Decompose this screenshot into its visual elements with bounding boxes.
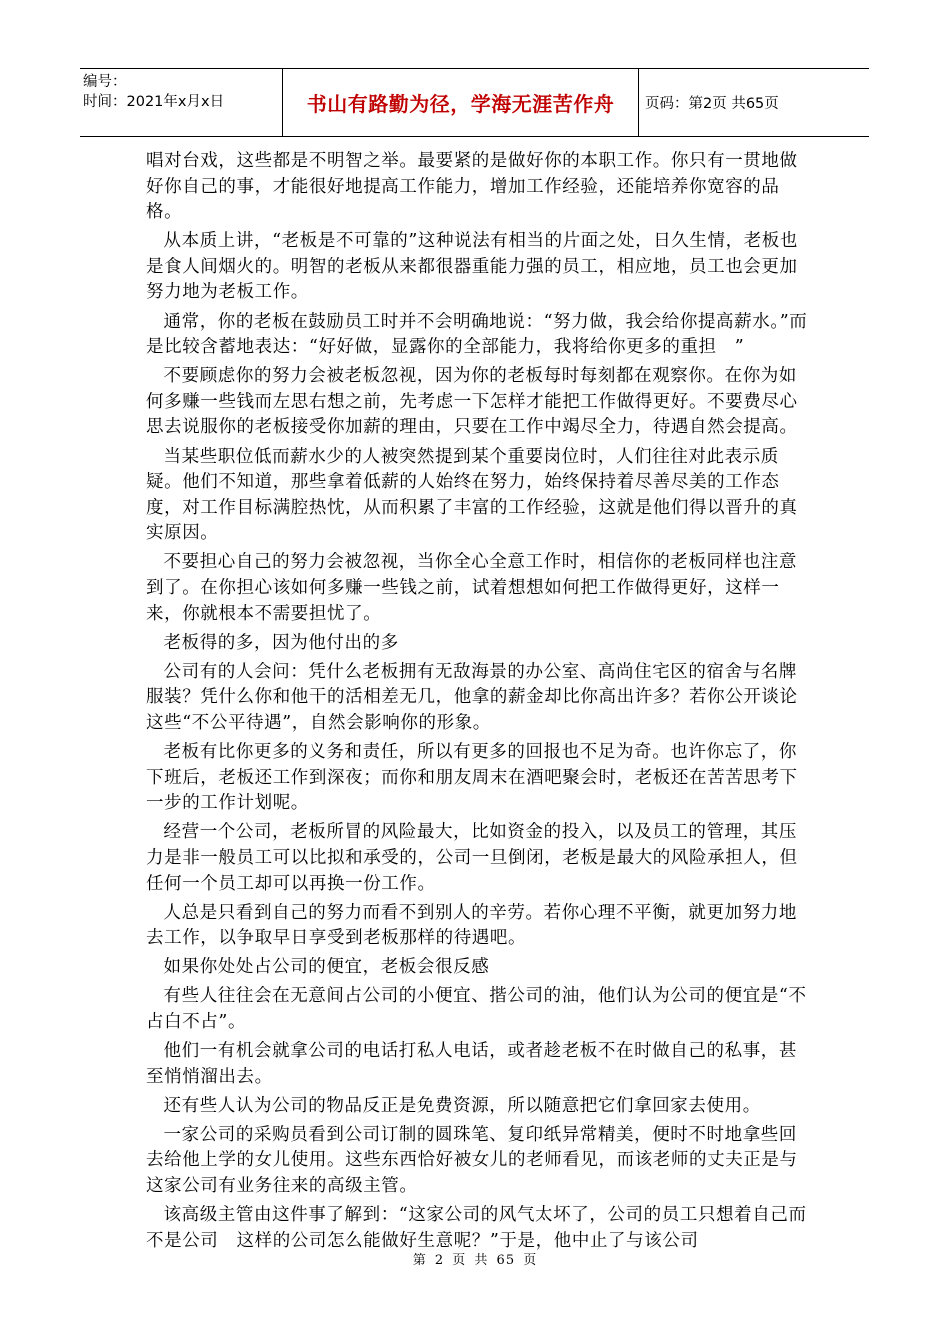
paragraph: 该高级主管由这件事了解到：“这家公司的风气太坏了，公司的员工只想着自己而不是公司 这样的公司怎么能做好生意呢？”于是，他中止了与该公司 bbox=[146, 1205, 807, 1251]
paragraph: 当某些职位低而薪水少的人被突然提到某个重要岗位时，人们往往对此表示质疑。他们不知道，那些拿着低薪的人始终在努力，始终保持着尽善尽美的工作态度，对工作目标满腔热忱，从而积累了丰富的工作经验，这就是他们得以晋升的真实原因。 bbox=[146, 446, 798, 544]
paragraph: 一家公司的采购员看到公司订制的圆珠笔、复印纸异常精美，便时不时地拿些回去给他上学的女儿使用。这些东西恰好被女儿的老师看见，而该老师的丈夫正是与这家公司有业务往来的高级主管。 bbox=[146, 1124, 798, 1197]
paragraph: 不要顾虑你的努力会被老板忽视，因为你的老板每时每刻都在观察你。在你为如何多赚一些钱而左思右想之前，先考虑一下怎样才能把工作做得更好。不要费尽心思去说服你的老板接受你加薪的理由，只要在工作中竭尽全力，待遇自然会提高。 bbox=[146, 366, 798, 438]
page-footer: 第 2 页 共 65 页 bbox=[412, 1253, 538, 1268]
paragraph: 从本质上讲，“老板是不可靠的”这种说法有相当的片面之处，日久生情，老板也是食人间烟火的。明智的老板从来都很器重能力强的员工，相应地，员工也会更加努力地为老板工作。 bbox=[146, 231, 798, 303]
section-heading: 老板得的多，因为他付出的多 bbox=[163, 632, 399, 653]
paragraph: 唱对台戏，这些都是不明智之举。最要紧的是做好你的本职工作。你只有一贯地做好你自己的事，才能很好地提高工作能力，增加工作经验，还能培养你宽容的品格。 bbox=[146, 151, 798, 223]
paragraph: 有些人往往会在无意间占公司的小便宜、揩公司的油，他们认为公司的便宜是“不占白不占”。 bbox=[146, 986, 807, 1032]
document-time-label: 时间：2021年x月x日 bbox=[83, 94, 225, 110]
paragraph: 老板有比你更多的义务和责任，所以有更多的回报也不足为奇。也许你忘了，你下班后，老板还工作到深夜；而你和朋友周末在酒吧聚会时，老板还在苦苦思考下一步的工作计划呢。 bbox=[146, 742, 798, 814]
document-number-label: 编号： bbox=[83, 74, 127, 90]
header-page-info: 页码：第2页 共65页 bbox=[645, 96, 779, 112]
paragraph: 不要担心自己的努力会被忽视，当你全心全意工作时，相信你的老板同样也注意到了。在你担心该如何多赚一些钱之前，试着想想如何把工作做得更好，这样一来，你就根本不需要担忧了。 bbox=[146, 552, 797, 624]
page-header bbox=[80, 68, 869, 137]
paragraph: 通常，你的老板在鼓励员工时并不会明确地说：“努力做，我会给你提高薪水。”而是比较含蓄地表达：“好好做，显露你的全部能力，我将给你更多的重担 ” bbox=[146, 311, 808, 358]
paragraph: 经营一个公司，老板所冒的风险最大，比如资金的投入，以及员工的管理，其压力是非一般员工可以比拟和承受的，公司一旦倒闭，老板是最大的风险承担人，但任何一个员工却可以再换一份工作。 bbox=[146, 822, 798, 894]
document-body bbox=[146, 149, 814, 1258]
paragraph: 他们一有机会就拿公司的电话打私人电话，或者趁老板不在时做自己的私事，甚至悄悄溜出去。 bbox=[146, 1041, 797, 1087]
paragraph: 公司有的人会问：凭什么老板拥有无敌海景的办公室、高尚住宅区的宿舍与名牌服装？凭什么你和他干的活相差无几，他拿的薪金却比你高出许多？若你公开谈论这些“不公平待遇”，自然会影响你的形象。 bbox=[146, 661, 798, 733]
paragraph: 人总是只看到自己的努力而看不到别人的辛劳。若你心理不平衡，就更加努力地去工作，以争取早日享受到老板那样的待遇吧。 bbox=[146, 902, 797, 949]
header-motto: 书山有路勤为径，学海无涯苦作舟 bbox=[283, 69, 639, 136]
section-heading: 如果你处处占公司的便宜，老板会很反感 bbox=[163, 957, 490, 978]
header-meta bbox=[80, 69, 283, 136]
paragraph: 还有些人认为公司的物品反正是免费资源，所以随意把它们拿回家去使用。 bbox=[163, 1095, 761, 1116]
